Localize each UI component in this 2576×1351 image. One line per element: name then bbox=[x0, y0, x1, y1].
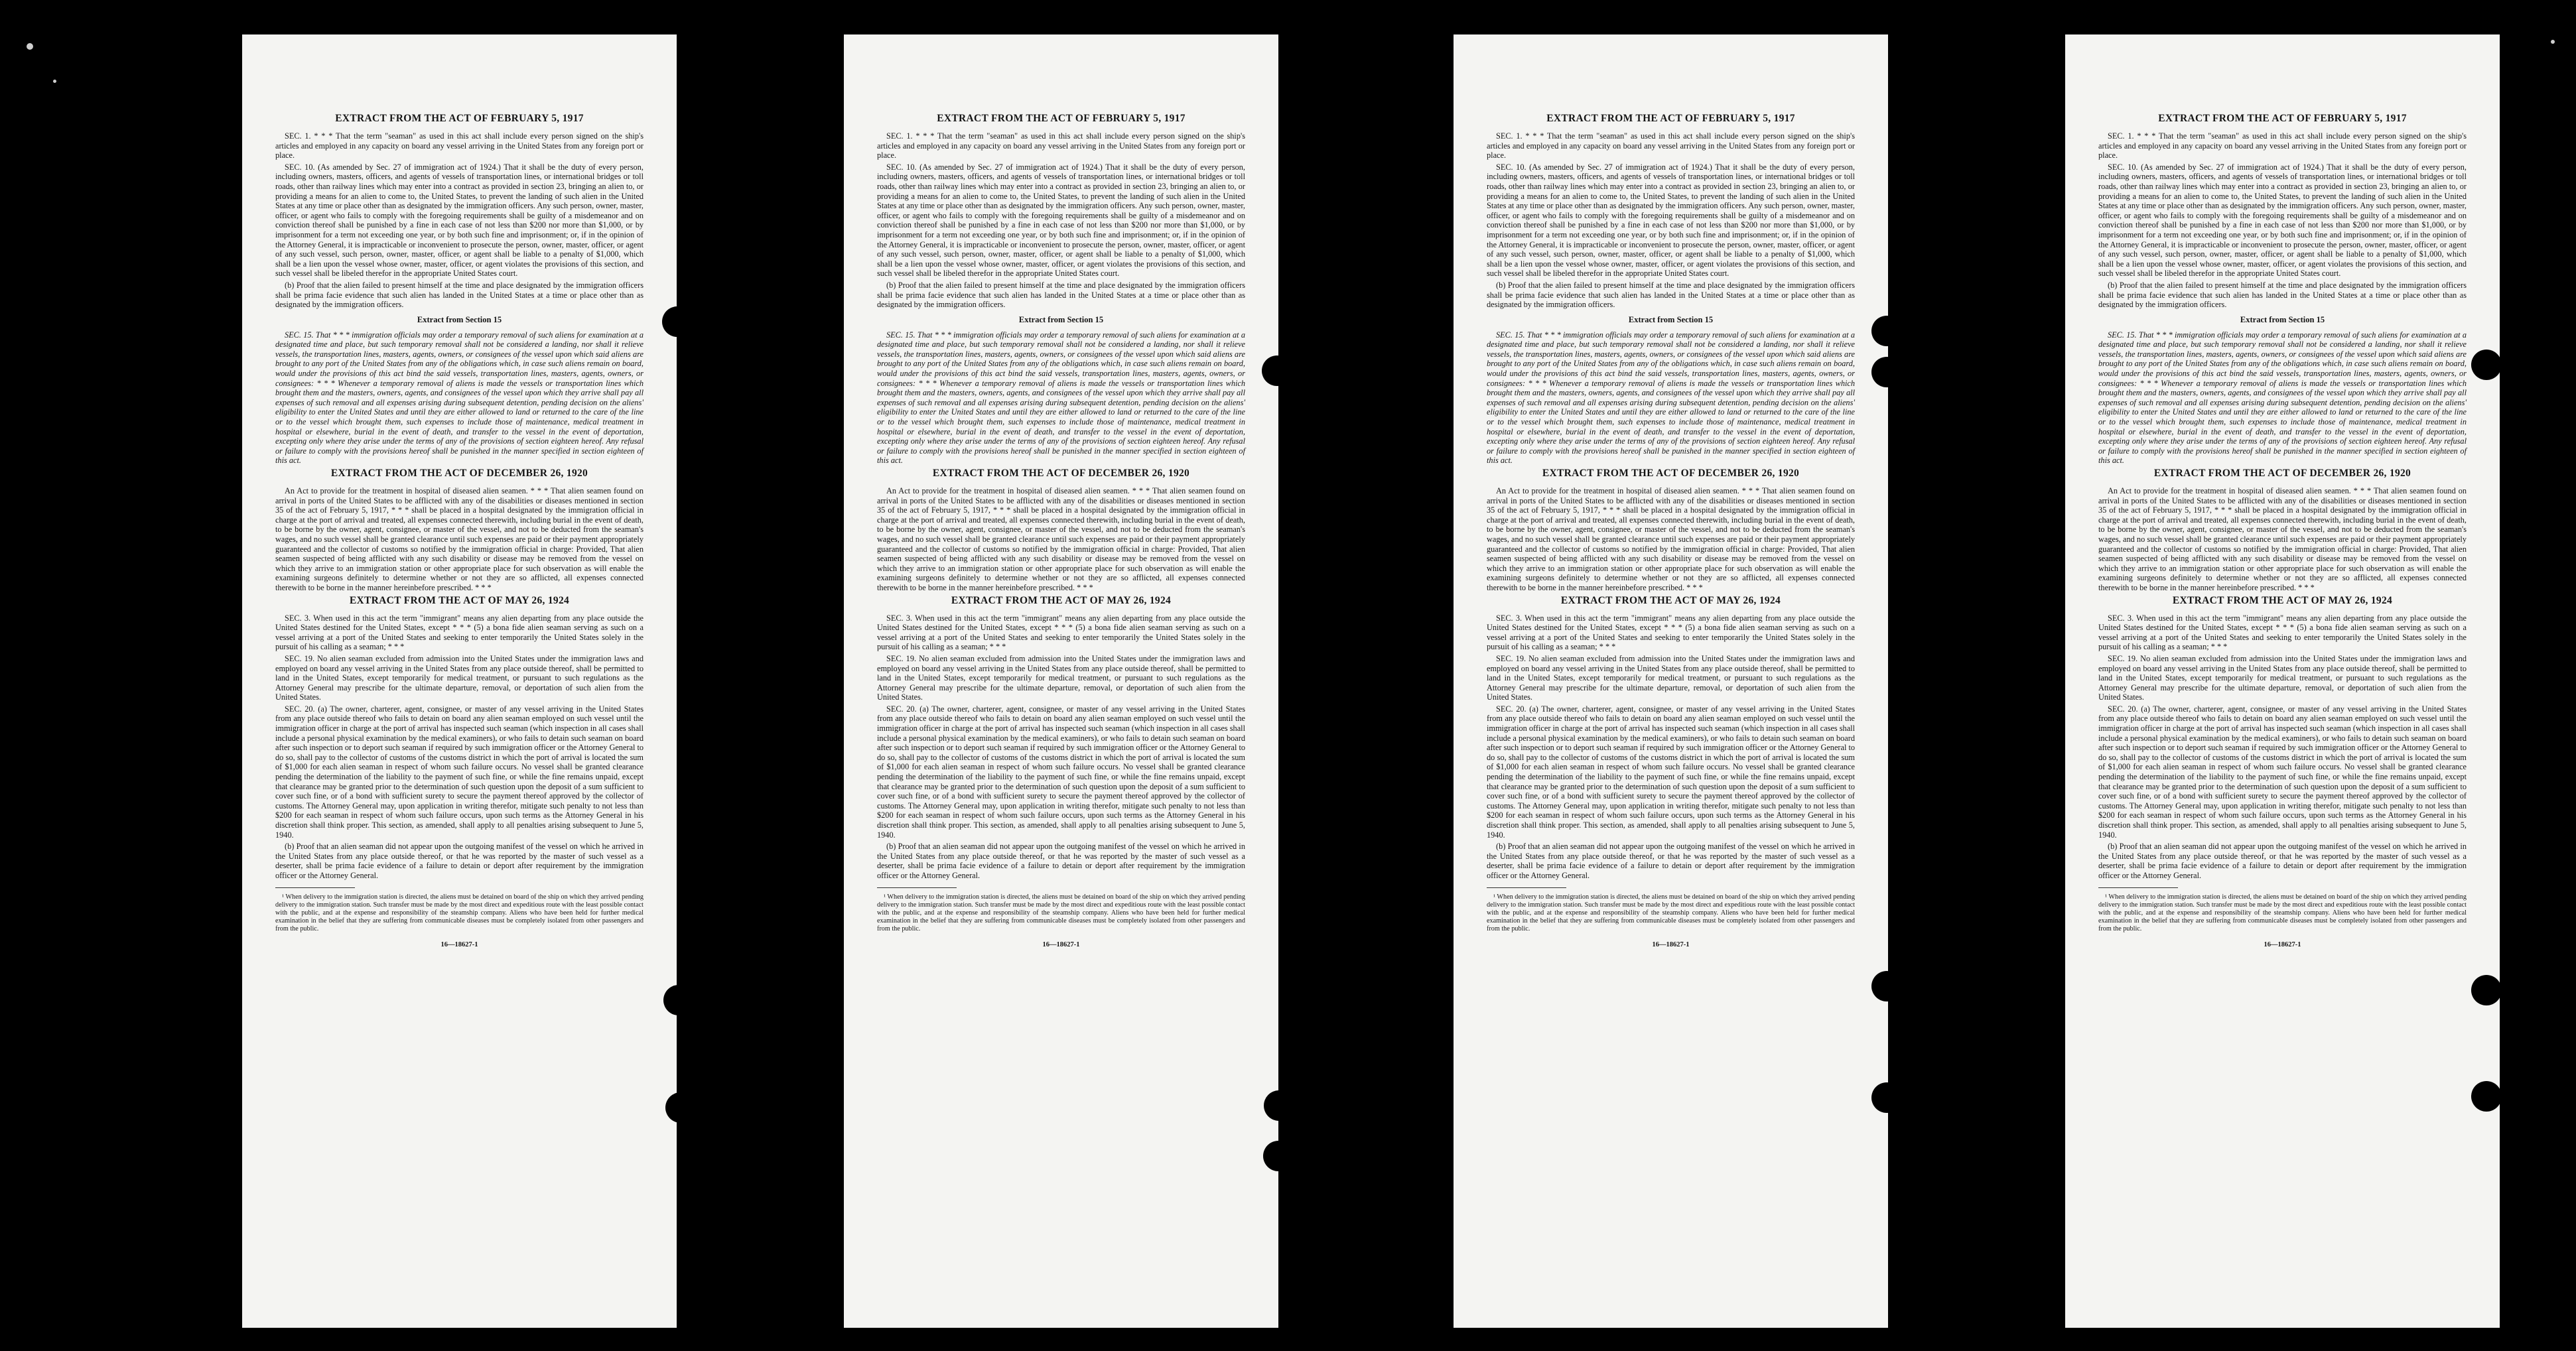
form-number: 16—18627-1 bbox=[1652, 940, 1690, 948]
section-15-paragraph: SEC. 15. That * * * immigration officials may order a temporary removal of such aliens for examination at a designated time and place, but such temporary removal shall not be considered a landing, nor shall it relieve vessels, the transportation lines, masters, agents, owners, or consignees of the vessel upon which said aliens are brought to any port of the United States from any of the obligations which, in case such aliens remain on board, would under the provisions of this act bind the said vessels, transportation lines, masters, agents, owners, or consignees: * * * Whenever a temporary removal of aliens is made the vessels or transportation lines which brought them and the masters, owners, agents, and consignees of the vessel upon which they arrive shall pay all expenses of such removal and all expenses arising during subsequent detention, pending decision on the aliens' eligibility to enter the United States and until they are either allowed to land or returned to the care of the line or to the vessel which brought them, such expenses to include those of maintenance, medical treatment in hospital or elsewhere, burial in the event of death, and transfer to the vessel in the event of deportation, excepting only where they arise under the terms of any of the provisions of section eighteen hereof. Any refusal or failure to comply with the provisions hereof shall be punished in the manner specified in section eighteen of this act. bbox=[877, 330, 1245, 466]
heading-act-1920: EXTRACT FROM THE ACT OF DECEMBER 26, 1920 bbox=[330, 468, 588, 479]
document-page-4 bbox=[2065, 34, 2500, 1328]
heading-act-1920: EXTRACT FROM THE ACT OF DECEMBER 26, 1920 bbox=[932, 468, 1190, 479]
punch-hole bbox=[2471, 1081, 2500, 1112]
section-1-paragraph: SEC. 1. * * * That the term "seaman" as used in this act shall include every person signed on the ship's articles and employed in any capacity on board any vessel arriving in the United States from any foreign port or place. bbox=[1487, 131, 1855, 161]
punch-hole bbox=[665, 1092, 677, 1123]
heading-act-1924: EXTRACT FROM THE ACT OF MAY 26, 1924 bbox=[349, 594, 570, 606]
heading-section-15: Extract from Section 15 bbox=[1628, 314, 1714, 324]
act-1920-paragraph: An Act to provide for the treatment in hospital of diseased alien seamen. * * * That alien seamen found on arrival in ports of the United States to be afflicted with any of the disabilities or diseases mentioned in section 35 of the act of February 5, 1917, * * * shall be placed in a hospital designated by the immigration official in charge at the port of arrival and treated, all expenses connected therewith, including burial in the event of death, to be borne by the owner, agent, consignee, or master of the vessel, and not to be deducted from the seaman's wages, and no such vessel shall be granted clearance until such expenses are paid or their payment appropriately guaranteed and the collector of customs so notified by the immigration official in charge: Provided, That alien seamen suspected of being afflicted with any such disability or disease may be removed from the vessel on which they arrive to an immigration station or other appropriate place for such observation as will enable the examining surgeons definitely to determine whether or not they are so afflicted, all expenses connected therewith to be borne in the manner hereinbefore prescribed. * * * bbox=[275, 486, 644, 592]
heading-act-1920: EXTRACT FROM THE ACT OF DECEMBER 26, 1920 bbox=[1542, 468, 1800, 479]
section-15-paragraph: SEC. 15. That * * * immigration officials may order a temporary removal of such aliens for examination at a designated time and place, but such temporary removal shall not be considered a landing, nor shall it relieve vessels, the transportation lines, masters, agents, owners, or consignees of the vessel upon which said aliens are brought to any port of the United States from any of the obligations which, in case such aliens remain on board, would under the provisions of this act bind the said vessels, transportation lines, masters, agents, owners, or consignees: * * * Whenever a temporary removal of aliens is made the vessels or transportation lines which brought them and the masters, owners, agents, and consignees of the vessel upon which they arrive shall pay all expenses of such removal and all expenses arising during subsequent detention, pending decision on the aliens' eligibility to enter the United States and until they are either allowed to land or returned to the care of the line or to the vessel which brought them, such expenses to include those of maintenance, medical treatment in hospital or elsewhere, burial in the event of death, and transfer to the vessel in the event of deportation, excepting only where they arise under the terms of any of the provisions of section eighteen hereof. Any refusal or failure to comply with the provisions hereof shall be punished in the manner specified in section eighteen of this act. bbox=[1487, 330, 1855, 466]
heading-act-1917: EXTRACT FROM THE ACT OF FEBRUARY 5, 1917 bbox=[937, 113, 1186, 124]
act-1920-paragraph: An Act to provide for the treatment in hospital of diseased alien seamen. * * * That alien seamen found on arrival in ports of the United States to be afflicted with any of the disabilities or diseases mentioned in section 35 of the act of February 5, 1917, * * * shall be placed in a hospital designated by the immigration official in charge at the port of arrival and treated, all expenses connected therewith, including burial in the event of death, to be borne by the owner, agent, consignee, or master of the vessel, and not to be deducted from the seaman's wages, and no such vessel shall be granted clearance until such expenses are paid or their payment appropriately guaranteed and the collector of customs so notified by the immigration official in charge: Provided, That alien seamen suspected of being afflicted with any such disability or disease may be removed from the vessel on which they arrive to an immigration station or other appropriate place for such observation as will enable the examining surgeons definitely to determine whether or not they are so afflicted, all expenses connected therewith to be borne in the manner hereinbefore prescribed. * * * bbox=[2098, 486, 2467, 592]
section-10-paragraph: SEC. 10. (As amended by Sec. 27 of immigration act of 1924.) That it shall be the duty of every person, including owners, masters, officers, and agents of vessels of transportation lines, or international bridges or toll roads, other than railway lines which may enter into a contract as provided in section 23, bringing an alien to, or providing a means for an alien to come to, the United States, to prevent the landing of such alien in the United States at any time or place other than as designated by the immigration officers. Any such person, owner, master, officer, or agent who fails to comply with the foregoing requirements shall be guilty of a misdemeanor and on conviction thereof shall be punished by a fine in each case of not less than $200 nor more than $1,000, or by imprisonment for a term not exceeding one year, or by both such fine and imprisonment; or, if in the opinion of the Attorney General, it is impracticable or inconvenient to prosecute the person, owner, master, officer, or agent of any such vessel, such person, owner, master, officer, or agent shall be liable to a penalty of $1,000, which shall be a lien upon the vessel whose owner, master, officer, or agent violates the provisions of this section, and such vessel shall be libeled therefor in the appropriate United States court. bbox=[2098, 162, 2467, 279]
heading-act-1924: EXTRACT FROM THE ACT OF MAY 26, 1924 bbox=[951, 594, 1172, 606]
section-20a-paragraph: SEC. 20. (a) The owner, charterer, agent, consignee, or master of any vessel arriving in the United States from any place outside thereof who fails to detain on board any alien seaman employed on such vessel until the immigration officer in charge at the port of arrival has inspected such seaman (which inspection in all cases shall include a personal physical examination by the medical examiners), or who fails to detain such seaman on board after such inspection or to deport such seaman if required by such immigration officer or the Attorney General to do so, shall pay to the collector of customs of the customs district in which the port of arrival is located the sum of $1,000 for each alien seaman in respect of whom such failure occurs. No vessel shall be granted clearance pending the determination of the liability to the payment of such fine, or while the fine remains unpaid, except that clearance may be granted prior to the determination of such question upon the deposit of a sum sufficient to cover such fine, or of a bond with sufficient surety to secure the payment thereof approved by the collector of customs. The Attorney General may, upon application in writing therefor, mitigate such penalty to not less than $200 for each seaman in respect of whom such failure occurs, upon such terms as the Attorney General in his discretion shall think proper. This section, as amended, shall apply to all penalties arising subsequent to June 5, 1940. bbox=[877, 704, 1246, 840]
footnote: ¹ When delivery to the immigration station is directed, the aliens must be detained on board of the ship on which they arrived pending delivery to the immigration station. Such transfer must be made by the most direct and expeditious route with the least possible contact with the public, and at the expense and responsibility of the steamship company. Aliens who have been held for further medical examination in the belief that they are suffering from communicable diseases must be completely isolated from other passengers and from the public. bbox=[2098, 893, 2467, 933]
heading-act-1917: EXTRACT FROM THE ACT OF FEBRUARY 5, 1917 bbox=[1546, 113, 1795, 124]
dust-speck bbox=[53, 80, 56, 83]
act-1920-paragraph: An Act to provide for the treatment in hospital of diseased alien seamen. * * * That alien seamen found on arrival in ports of the United States to be afflicted with any of the disabilities or diseases mentioned in section 35 of the act of February 5, 1917, * * * shall be placed in a hospital designated by the immigration official in charge at the port of arrival and treated, all expenses connected therewith, including burial in the event of death, to be borne by the owner, agent, consignee, or master of the vessel, and not to be deducted from the seaman's wages, and no such vessel shall be granted clearance until such expenses are paid or their payment appropriately guaranteed and the collector of customs so notified by the immigration official in charge: Provided, That alien seamen suspected of being afflicted with any such disability or disease may be removed from the vessel on which they arrive to an immigration station or other appropriate place for such observation as will enable the examining surgeons definitely to determine whether or not they are so afflicted, all expenses connected therewith to be borne in the manner hereinbefore prescribed. * * * bbox=[877, 486, 1245, 592]
section-10b-paragraph: (b) Proof that the alien failed to present himself at the time and place designated by the immigration officers shall be prima facie evidence that such alien has landed in the United States at a time or place other than as designated by the immigration officers. bbox=[1487, 280, 1855, 310]
section-10-paragraph: SEC. 10. (As amended by Sec. 27 of immigration act of 1924.) That it shall be the duty of every person, including owners, masters, officers, and agents of vessels of transportation lines, or international bridges or toll roads, other than railway lines which may enter into a contract as provided in section 23, bringing an alien to, or providing a means for an alien to come to, the United States, to prevent the landing of such alien in the United States at any time or place other than as designated by the immigration officers. Any such person, owner, master, officer, or agent who fails to comply with the foregoing requirements shall be guilty of a misdemeanor and on conviction thereof shall be punished by a fine in each case of not less than $200 nor more than $1,000, or by imprisonment for a term not exceeding one year, or by both such fine and imprisonment; or, if in the opinion of the Attorney General, it is impracticable or inconvenient to prosecute the person, owner, master, officer, or agent of any such vessel, such person, owner, master, officer, or agent shall be liable to a penalty of $1,000, which shall be a lien upon the vessel whose owner, master, officer, or agent violates the provisions of this section, and such vessel shall be libeled therefor in the appropriate United States court. bbox=[1487, 162, 1855, 279]
section-20b-paragraph: (b) Proof that an alien seaman did not appear upon the outgoing manifest of the vessel on which he arrived in the United States from any place outside thereof, or that he was reported by the master of such vessel as a deserter, shall be prima facie evidence of a failure to detain or deport after requirement by the immigration officer or the Attorney General. bbox=[275, 842, 644, 880]
section-15-paragraph: SEC. 15. That * * * immigration officials may order a temporary removal of such aliens for examination at a designated time and place, but such temporary removal shall not be considered a landing, nor shall it relieve vessels, the transportation lines, masters, agents, owners, or consignees of the vessel upon which said aliens are brought to any port of the United States from any of the obligations which, in case such aliens remain on board, would under the provisions of this act bind the said vessels, transportation lines, masters, agents, owners, or consignees: * * * Whenever a temporary removal of aliens is made the vessels or transportation lines which brought them and the masters, owners, agents, and consignees of the vessel upon which they arrive shall pay all expenses of such removal and all expenses arising during subsequent detention, pending decision on the aliens' eligibility to enter the United States and until they are either allowed to land or returned to the care of the line or to the vessel which brought them, such expenses to include those of maintenance, medical treatment in hospital or elsewhere, burial in the event of death, and transfer to the vessel in the event of deportation, excepting only where they arise under the terms of any of the provisions of section eighteen hereof. Any refusal or failure to comply with the provisions hereof shall be punished in the manner specified in section eighteen of this act. bbox=[2098, 330, 2467, 466]
section-19-paragraph: SEC. 19. No alien seaman excluded from admission into the United States under the immigration laws and employed on board any vessel arriving in the United States from any place outside thereof, shall be permitted to land in the United States, except temporarily for medical treatment, or pursuant to such regulations as the Attorney General may prescribe for the ultimate departure, removal, or deportation of such alien from the United States. bbox=[2098, 653, 2467, 702]
heading-act-1924: EXTRACT FROM THE ACT OF MAY 26, 1924 bbox=[2172, 594, 2393, 606]
heading-act-1920: EXTRACT FROM THE ACT OF DECEMBER 26, 1920 bbox=[2153, 468, 2411, 479]
form-number: 16—18627-1 bbox=[2264, 940, 2301, 948]
heading-act-1917: EXTRACT FROM THE ACT OF FEBRUARY 5, 1917 bbox=[2158, 113, 2407, 124]
punch-hole bbox=[1871, 357, 1888, 387]
section-20b-paragraph: (b) Proof that an alien seaman did not appear upon the outgoing manifest of the vessel on which he arrived in the United States from any place outside thereof, or that he was reported by the master of such vessel as a deserter, shall be prima facie evidence of a failure to detain or deport after requirement by the immigration officer or the Attorney General. bbox=[877, 842, 1245, 880]
punch-hole bbox=[1264, 1090, 1278, 1121]
punch-hole bbox=[663, 985, 677, 1015]
section-19-paragraph: SEC. 19. No alien seaman excluded from admission into the United States under the immigration laws and employed on board any vessel arriving in the United States from any place outside thereof, shall be permitted to land in the United States, except temporarily for medical treatment, or pursuant to such regulations as the Attorney General may prescribe for the ultimate departure, removal, or deportation of such alien from the United States. bbox=[1487, 653, 1855, 702]
section-20a-paragraph: SEC. 20. (a) The owner, charterer, agent, consignee, or master of any vessel arriving in the United States from any place outside thereof who fails to detain on board any alien seaman employed on such vessel until the immigration officer in charge at the port of arrival has inspected such seaman (which inspection in all cases shall include a personal physical examination by the medical examiners), or who fails to detain such seaman on board after such inspection or to deport such seaman if required by such immigration officer or the Attorney General to do so, shall pay to the collector of customs of the customs district in which the port of arrival is located the sum of $1,000 for each alien seaman in respect of whom such failure occurs. No vessel shall be granted clearance pending the determination of the liability to the payment of such fine, or while the fine remains unpaid, except that clearance may be granted prior to the determination of such question upon the deposit of a sum sufficient to cover such fine, or of a bond with sufficient surety to secure the payment thereof approved by the collector of customs. The Attorney General may, upon application in writing therefor, mitigate such penalty to not less than $200 for each seaman in respect of whom such failure occurs, upon such terms as the Attorney General in his discretion shall think proper. This section, as amended, shall apply to all penalties arising subsequent to June 5, 1940. bbox=[2098, 704, 2467, 840]
section-3-paragraph: SEC. 3. When used in this act the term "immigrant" means any alien departing from any place outside the United States destined for the United States, except * * * (5) a bona fide alien seaman serving as such on a vessel arriving at a port of the United States and seeking to enter temporarily the United States solely in the pursuit of his calling as a seaman; * * * bbox=[877, 613, 1245, 652]
footnote-rule bbox=[2098, 887, 2178, 888]
form-number: 16—18627-1 bbox=[441, 940, 478, 948]
heading-act-1924: EXTRACT FROM THE ACT OF MAY 26, 1924 bbox=[1560, 594, 1781, 606]
document-page-2 bbox=[844, 34, 1278, 1328]
heading-section-15: Extract from Section 15 bbox=[417, 314, 502, 324]
section-3-paragraph: SEC. 3. When used in this act the term "immigrant" means any alien departing from any place outside the United States destined for the United States, except * * * (5) a bona fide alien seaman serving as such on a vessel arriving at a port of the United States and seeking to enter temporarily the United States solely in the pursuit of his calling as a seaman; * * * bbox=[275, 613, 644, 652]
section-1-paragraph: SEC. 1. * * * That the term "seaman" as used in this act shall include every person signed on the ship's articles and employed in any capacity on board any vessel arriving in the United States from any foreign port or place. bbox=[2098, 131, 2467, 161]
section-10-paragraph: SEC. 10. (As amended by Sec. 27 of immigration act of 1924.) That it shall be the duty of every person, including owners, masters, officers, and agents of vessels of transportation lines, or international bridges or toll roads, other than railway lines which may enter into a contract as provided in section 23, bringing an alien to, or providing a means for an alien to come to, the United States, to prevent the landing of such alien in the United States at any time or place other than as designated by the immigration officers. Any such person, owner, master, officer, or agent who fails to comply with the foregoing requirements shall be guilty of a misdemeanor and on conviction thereof shall be punished by a fine in each case of not less than $200 nor more than $1,000, or by imprisonment for a term not exceeding one year, or by both such fine and imprisonment; or, if in the opinion of the Attorney General, it is impracticable or inconvenient to prosecute the person, owner, master, officer, or agent of any such vessel, such person, owner, master, officer, or agent shall be liable to a penalty of $1,000, which shall be a lien upon the vessel whose owner, master, officer, or agent violates the provisions of this section, and such vessel shall be libeled therefor in the appropriate United States court. bbox=[275, 162, 644, 279]
footnote-rule bbox=[877, 887, 957, 888]
form-number: 16—18627-1 bbox=[1042, 940, 1080, 948]
section-1-paragraph: SEC. 1. * * * That the term "seaman" as used in this act shall include every person signed on the ship's articles and employed in any capacity on board any vessel arriving in the United States from any foreign port or place. bbox=[877, 131, 1245, 161]
footnote: ¹ When delivery to the immigration station is directed, the aliens must be detained on board of the ship on which they arrived pending delivery to the immigration station. Such transfer must be made by the most direct and expeditious route with the least possible contact with the public, and at the expense and responsibility of the steamship company. Aliens who have been held for further medical examination in the belief that they are suffering from communicable diseases must be completely isolated from other passengers and from the public. bbox=[275, 893, 644, 933]
punch-hole bbox=[662, 306, 677, 337]
section-3-paragraph: SEC. 3. When used in this act the term "immigrant" means any alien departing from any place outside the United States destined for the United States, except * * * (5) a bona fide alien seaman serving as such on a vessel arriving at a port of the United States and seeking to enter temporarily the United States solely in the pursuit of his calling as a seaman; * * * bbox=[2098, 613, 2467, 652]
punch-hole bbox=[2471, 975, 2500, 1005]
heading-section-15: Extract from Section 15 bbox=[1018, 314, 1104, 324]
footnote-rule bbox=[275, 887, 355, 888]
footnote: ¹ When delivery to the immigration station is directed, the aliens must be detained on board of the ship on which they arrived pending delivery to the immigration station. Such transfer must be made by the most direct and expeditious route with the least possible contact with the public, and at the expense and responsibility of the steamship company. Aliens who have been held for further medical examination in the belief that they are suffering from communicable diseases must be completely isolated from other passengers and from the public. bbox=[1487, 893, 1855, 933]
punch-hole bbox=[1871, 1082, 1888, 1113]
footnote-rule bbox=[1487, 887, 1566, 888]
document-page-3 bbox=[1454, 34, 1888, 1328]
section-10-paragraph: SEC. 10. (As amended by Sec. 27 of immigration act of 1924.) That it shall be the duty of every person, including owners, masters, officers, and agents of vessels of transportation lines, or international bridges or toll roads, other than railway lines which may enter into a contract as provided in section 23, bringing an alien to, or providing a means for an alien to come to, the United States, to prevent the landing of such alien in the United States at any time or place other than as designated by the immigration officers. Any such person, owner, master, officer, or agent who fails to comply with the foregoing requirements shall be guilty of a misdemeanor and on conviction thereof shall be punished by a fine in each case of not less than $200 nor more than $1,000, or by imprisonment for a term not exceeding one year, or by both such fine and imprisonment; or, if in the opinion of the Attorney General, it is impracticable or inconvenient to prosecute the person, owner, master, officer, or agent of any such vessel, such person, owner, master, officer, or agent shall be liable to a penalty of $1,000, which shall be a lien upon the vessel whose owner, master, officer, or agent violates the provisions of this section, and such vessel shall be libeled therefor in the appropriate United States court. bbox=[877, 162, 1245, 279]
section-20a-paragraph: SEC. 20. (a) The owner, charterer, agent, consignee, or master of any vessel arriving in the United States from any place outside thereof who fails to detain on board any alien seaman employed on such vessel until the immigration officer in charge at the port of arrival has inspected such seaman (which inspection in all cases shall include a personal physical examination by the medical examiners), or who fails to detain such seaman on board after such inspection or to deport such seaman if required by such immigration officer or the Attorney General to do so, shall pay to the collector of customs of the customs district in which the port of arrival is located the sum of $1,000 for each alien seaman in respect of whom such failure occurs. No vessel shall be granted clearance pending the determination of the liability to the payment of such fine, or while the fine remains unpaid, except that clearance may be granted prior to the determination of such question upon the deposit of a sum sufficient to cover such fine, or of a bond with sufficient surety to secure the payment thereof approved by the collector of customs. The Attorney General may, upon application in writing therefor, mitigate such penalty to not less than $200 for each seaman in respect of whom such failure occurs, upon such terms as the Attorney General in his discretion shall think proper. This section, as amended, shall apply to all penalties arising subsequent to June 5, 1940. bbox=[1487, 704, 1856, 840]
punch-hole bbox=[1262, 355, 1278, 386]
heading-act-1917: EXTRACT FROM THE ACT OF FEBRUARY 5, 1917 bbox=[335, 113, 584, 124]
section-3-paragraph: SEC. 3. When used in this act the term "immigrant" means any alien departing from any place outside the United States destined for the United States, except * * * (5) a bona fide alien seaman serving as such on a vessel arriving at a port of the United States and seeking to enter temporarily the United States solely in the pursuit of his calling as a seaman; * * * bbox=[1487, 613, 1855, 652]
section-10b-paragraph: (b) Proof that the alien failed to present himself at the time and place designated by the immigration officers shall be prima facie evidence that such alien has landed in the United States at a time or place other than as designated by the immigration officers. bbox=[275, 280, 644, 310]
section-15-paragraph: SEC. 15. That * * * immigration officials may order a temporary removal of such aliens for examination at a designated time and place, but such temporary removal shall not be considered a landing, nor shall it relieve vessels, the transportation lines, masters, agents, owners, or consignees of the vessel upon which said aliens are brought to any port of the United States from any of the obligations which, in case such aliens remain on board, would under the provisions of this act bind the said vessels, transportation lines, masters, agents, owners, or consignees: * * * Whenever a temporary removal of aliens is made the vessels or transportation lines which brought them and the masters, owners, agents, and consignees of the vessel upon which they arrive shall pay all expenses of such removal and all expenses arising during subsequent detention, pending decision on the aliens' eligibility to enter the United States and until they are either allowed to land or returned to the care of the line or to the vessel which brought them, such expenses to include those of maintenance, medical treatment in hospital or elsewhere, burial in the event of death, and transfer to the vessel in the event of deportation, excepting only where they arise under the terms of any of the provisions of section eighteen hereof. Any refusal or failure to comply with the provisions hereof shall be punished in the manner specified in section eighteen of this act. bbox=[275, 330, 644, 466]
section-10b-paragraph: (b) Proof that the alien failed to present himself at the time and place designated by the immigration officers shall be prima facie evidence that such alien has landed in the United States at a time or place other than as designated by the immigration officers. bbox=[2098, 280, 2467, 310]
punch-hole bbox=[1263, 1141, 1278, 1171]
punch-hole bbox=[1871, 316, 1888, 346]
section-10b-paragraph: (b) Proof that the alien failed to present himself at the time and place designated by the immigration officers shall be prima facie evidence that such alien has landed in the United States at a time or place other than as designated by the immigration officers. bbox=[877, 280, 1245, 310]
punch-hole bbox=[2471, 350, 2500, 380]
section-19-paragraph: SEC. 19. No alien seaman excluded from admission into the United States under the immigration laws and employed on board any vessel arriving in the United States from any place outside thereof, shall be permitted to land in the United States, except temporarily for medical treatment, or pursuant to such regulations as the Attorney General may prescribe for the ultimate departure, removal, or deportation of such alien from the United States. bbox=[877, 653, 1245, 702]
section-20b-paragraph: (b) Proof that an alien seaman did not appear upon the outgoing manifest of the vessel on which he arrived in the United States from any place outside thereof, or that he was reported by the master of such vessel as a deserter, shall be prima facie evidence of a failure to detain or deport after requirement by the immigration officer or the Attorney General. bbox=[2098, 842, 2467, 880]
dust-speck bbox=[27, 43, 33, 50]
act-1920-paragraph: An Act to provide for the treatment in hospital of diseased alien seamen. * * * That alien seamen found on arrival in ports of the United States to be afflicted with any of the disabilities or diseases mentioned in section 35 of the act of February 5, 1917, * * * shall be placed in a hospital designated by the immigration official in charge at the port of arrival and treated, all expenses connected therewith, including burial in the event of death, to be borne by the owner, agent, consignee, or master of the vessel, and not to be deducted from the seaman's wages, and no such vessel shall be granted clearance until such expenses are paid or their payment appropriately guaranteed and the collector of customs so notified by the immigration official in charge: Provided, That alien seamen suspected of being afflicted with any such disability or disease may be removed from the vessel on which they arrive to an immigration station or other appropriate place for such observation as will enable the examining surgeons definitely to determine whether or not they are so afflicted, all expenses connected therewith to be borne in the manner hereinbefore prescribed. * * * bbox=[1487, 486, 1855, 592]
section-20b-paragraph: (b) Proof that an alien seaman did not appear upon the outgoing manifest of the vessel on which he arrived in the United States from any place outside thereof, or that he was reported by the master of such vessel as a deserter, shall be prima facie evidence of a failure to detain or deport after requirement by the immigration officer or the Attorney General. bbox=[1487, 842, 1855, 880]
section-20a-paragraph: SEC. 20. (a) The owner, charterer, agent, consignee, or master of any vessel arriving in the United States from any place outside thereof who fails to detain on board any alien seaman employed on such vessel until the immigration officer in charge at the port of arrival has inspected such seaman (which inspection in all cases shall include a personal physical examination by the medical examiners), or who fails to detain such seaman on board after such inspection or to deport such seaman if required by such immigration officer or the Attorney General to do so, shall pay to the collector of customs of the customs district in which the port of arrival is located the sum of $1,000 for each alien seaman in respect of whom such failure occurs. No vessel shall be granted clearance pending the determination of the liability to the payment of such fine, or while the fine remains unpaid, except that clearance may be granted prior to the determination of such question upon the deposit of a sum sufficient to cover such fine, or of a bond with sufficient surety to secure the payment thereof approved by the collector of customs. The Attorney General may, upon application in writing therefor, mitigate such penalty to not less than $200 for each seaman in respect of whom such failure occurs, upon such terms as the Attorney General in his discretion shall think proper. This section, as amended, shall apply to all penalties arising subsequent to June 5, 1940. bbox=[275, 704, 644, 840]
punch-hole bbox=[1871, 971, 1888, 1001]
footnote: ¹ When delivery to the immigration station is directed, the aliens must be detained on board of the ship on which they arrived pending delivery to the immigration station. Such transfer must be made by the most direct and expeditious route with the least possible contact with the public, and at the expense and responsibility of the steamship company. Aliens who have been held for further medical examination in the belief that they are suffering from communicable diseases must be completely isolated from other passengers and from the public. bbox=[877, 893, 1245, 933]
section-1-paragraph: SEC. 1. * * * That the term "seaman" as used in this act shall include every person signed on the ship's articles and employed in any capacity on board any vessel arriving in the United States from any foreign port or place. bbox=[275, 131, 644, 161]
document-page-1 bbox=[242, 34, 677, 1328]
section-19-paragraph: SEC. 19. No alien seaman excluded from admission into the United States under the immigration laws and employed on board any vessel arriving in the United States from any place outside thereof, shall be permitted to land in the United States, except temporarily for medical treatment, or pursuant to such regulations as the Attorney General may prescribe for the ultimate departure, removal, or deportation of such alien from the United States. bbox=[275, 653, 644, 702]
dust-speck bbox=[2551, 40, 2555, 44]
heading-section-15: Extract from Section 15 bbox=[2240, 314, 2325, 324]
